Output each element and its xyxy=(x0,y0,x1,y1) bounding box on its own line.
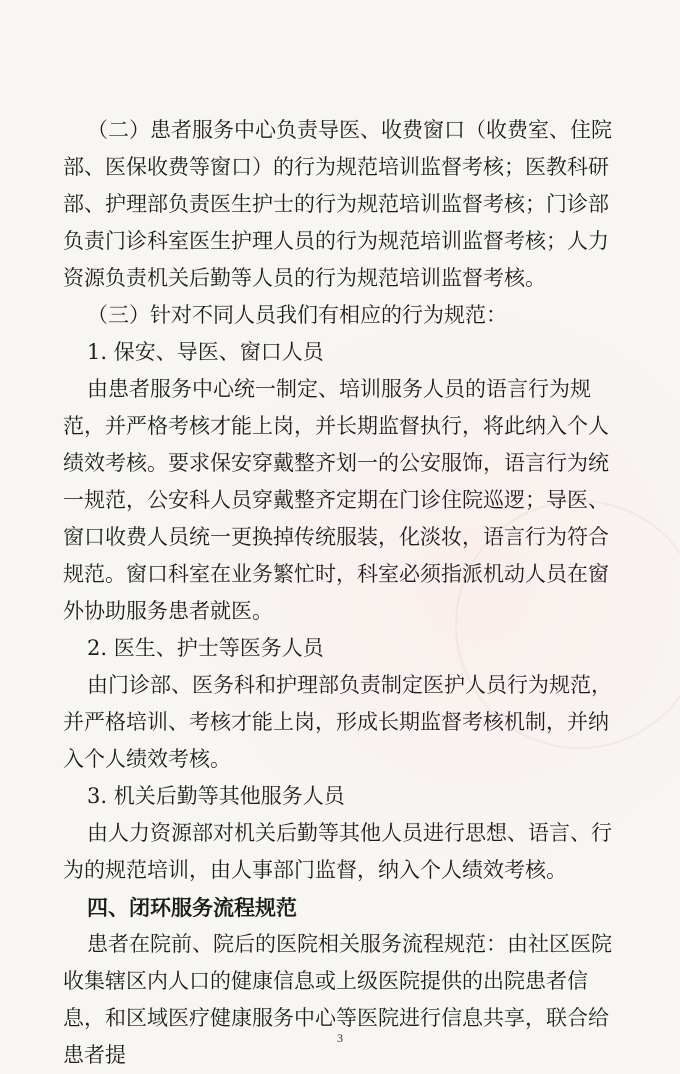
paragraph-admin-logistics-staff: 由人力资源部对机关后勤等其他人员进行思想、语言、行为的规范培训，由人事部门监督，纳入个人绩效考核。 xyxy=(63,821,612,882)
page-number: 3 xyxy=(337,1031,343,1045)
subheading-doctors-nurses-staff: 2. 医生、护士等医务人员 xyxy=(87,636,324,660)
paragraph-responsibility-two: （二）患者服务中心负责导医、收费窗口（收费室、住院部、医保收费等窗口）的行为规范培训监督考核；医教科研部、护理部负责医生护士的行为规范培训监督考核；门诊部负责门诊科室医生护理人员的行为规范培训监督考核；人力资源负责机关后勤等人员的行为规范培训监督考核。 xyxy=(63,118,612,290)
subheading-security-guides-window-staff: 1. 保安、导医、窗口人员 xyxy=(87,340,324,364)
paragraph-doctors-nurses-staff: 由门诊部、医务科和护理部负责制定医护人员行为规范，并严格培训、考核才能上岗，形成长期监督考核机制，并纳入个人绩效考核。 xyxy=(63,673,612,771)
subheading-admin-logistics-staff: 3. 机关后勤等其他服务人员 xyxy=(87,784,345,808)
paragraph-security-guides-window-staff: 由患者服务中心统一制定、培训服务人员的语言行为规范，并严格考核才能上岗，并长期监督执行，将此纳入个人绩效考核。要求保安穿戴整齐划一的公安服饰，语言行为统一规范，公安科人员穿戴整齐定期在门诊住院巡逻；导医、窗口收费人员统一更换掉传统服装，化淡妆，语言行为符合规范。窗口科室在业务繁忙时，科室必须指派机动人员在窗外协助服务患者就医。 xyxy=(63,377,609,623)
paragraph-responsibility-three: （三）针对不同人员我们有相应的行为规范： xyxy=(87,303,507,327)
document-body xyxy=(63,112,623,1074)
paragraph-closed-loop-service: 患者在院前、院后的医院相关服务流程规范：由社区医院收集辖区内人口的健康信息或上级医院提供的出院患者信息，和区域医疗健康服务中心等医院进行信息共享，联合给患者提 xyxy=(63,932,612,1067)
section-heading-closed-loop-service: 四、闭环服务流程规范 xyxy=(87,895,297,920)
